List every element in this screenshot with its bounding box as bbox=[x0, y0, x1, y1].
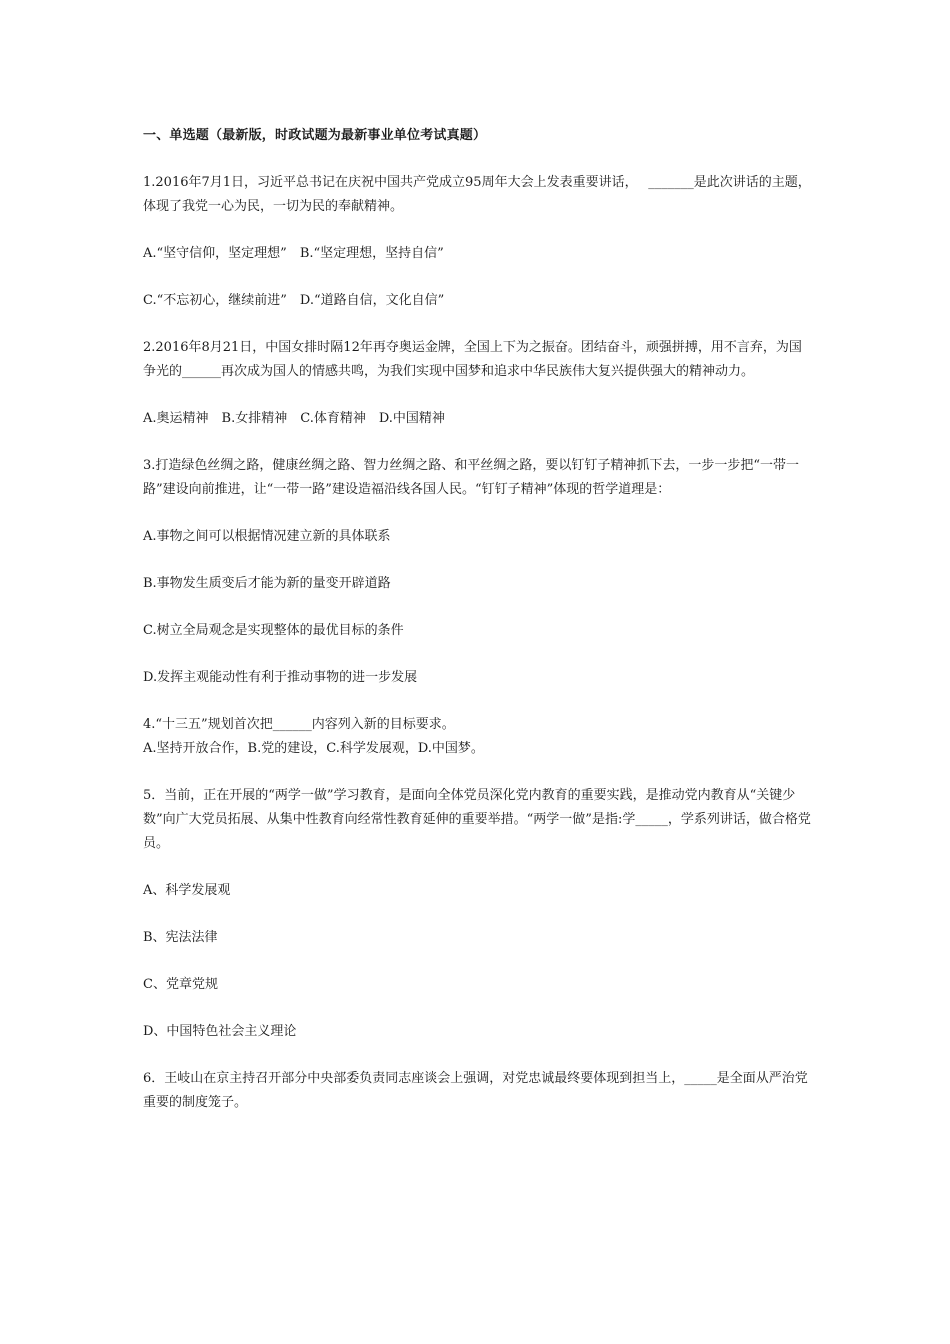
question-2-options: A.奥运精神 B.女排精神 C.体育精神 D.中国精神 bbox=[143, 411, 445, 426]
question-5-option-a: A、科学发展观 bbox=[143, 883, 231, 898]
question-4-options: A.坚持开放合作，B.党的建设，C.科学发展观，D.中国梦。 bbox=[143, 741, 484, 756]
question-1-stem: 1.2016年7月1日，习近平总书记在庆祝中国共产党成立95周年大会上发表重要讲话， _______是此次讲话的主题，体现了我党一心为民，一切为民的奉献精神。 bbox=[143, 175, 811, 214]
question-5-option-d: D、中国特色社会主义理论 bbox=[143, 1024, 297, 1039]
question-3-option-d: D.发挥主观能动性有利于推动事物的进一步发展 bbox=[143, 670, 418, 685]
question-5-stem: 5．当前，正在开展的“两学一做”学习教育，是面向全体党员深化党内教育的重要实践，是推动党内教育从“关键少数”向广大党员拓展、从集中性教育向经常性教育延伸的重要举措。“两学一做”是指:学_____，学系列讲话，做合格党员。 bbox=[143, 788, 811, 851]
question-1-options-row-2: C.“不忘初心，继续前进” D.“道路自信，文化自信” bbox=[143, 293, 445, 308]
question-3-option-c: C.树立全局观念是实现整体的最优目标的条件 bbox=[143, 623, 404, 638]
question-6-stem: 6．王岐山在京主持召开部分中央部委负责同志座谈会上强调，对党忠诚最终要体现到担当上，_____是全面从严治党重要的制度笼子。 bbox=[143, 1071, 808, 1110]
question-2-stem: 2.2016年8月21日，中国女排时隔12年再夺奥运金牌，全国上下为之振奋。团结奋斗，顽强拼搏，用不言弃，为国争光的______再次成为国人的情感共鸣，为我们实现中国梦和追求中华民族伟大复兴提供强大的精神动力。 bbox=[143, 340, 802, 379]
question-1-options-row-1: A.“坚守信仰，坚定理想” B.“坚定理想，坚持自信” bbox=[143, 246, 444, 261]
question-5-option-b: B、宪法法律 bbox=[143, 930, 218, 945]
document-page bbox=[143, 124, 813, 1138]
question-3-option-a: A.事物之间可以根据情况建立新的具体联系 bbox=[143, 529, 391, 544]
section-heading: 一、单选题（最新版，时政试题为最新事业单位考试真题） bbox=[143, 128, 487, 143]
question-3-stem: 3.打造绿色丝绸之路，健康丝绸之路、智力丝绸之路、和平丝绸之路，要以钉钉子精神抓下去，一步一步把“一带一路”建设向前推进，让“一带一路”建设造福沿线各国人民。“钉钉子精神”体现的哲学道理是： bbox=[143, 458, 800, 497]
question-3-option-b: B.事物发生质变后才能为新的量变开辟道路 bbox=[143, 576, 391, 591]
question-4-stem: 4.“十三五”规划首次把______内容列入新的目标要求。 bbox=[143, 717, 455, 732]
question-5-option-c: C、党章党规 bbox=[143, 977, 218, 992]
